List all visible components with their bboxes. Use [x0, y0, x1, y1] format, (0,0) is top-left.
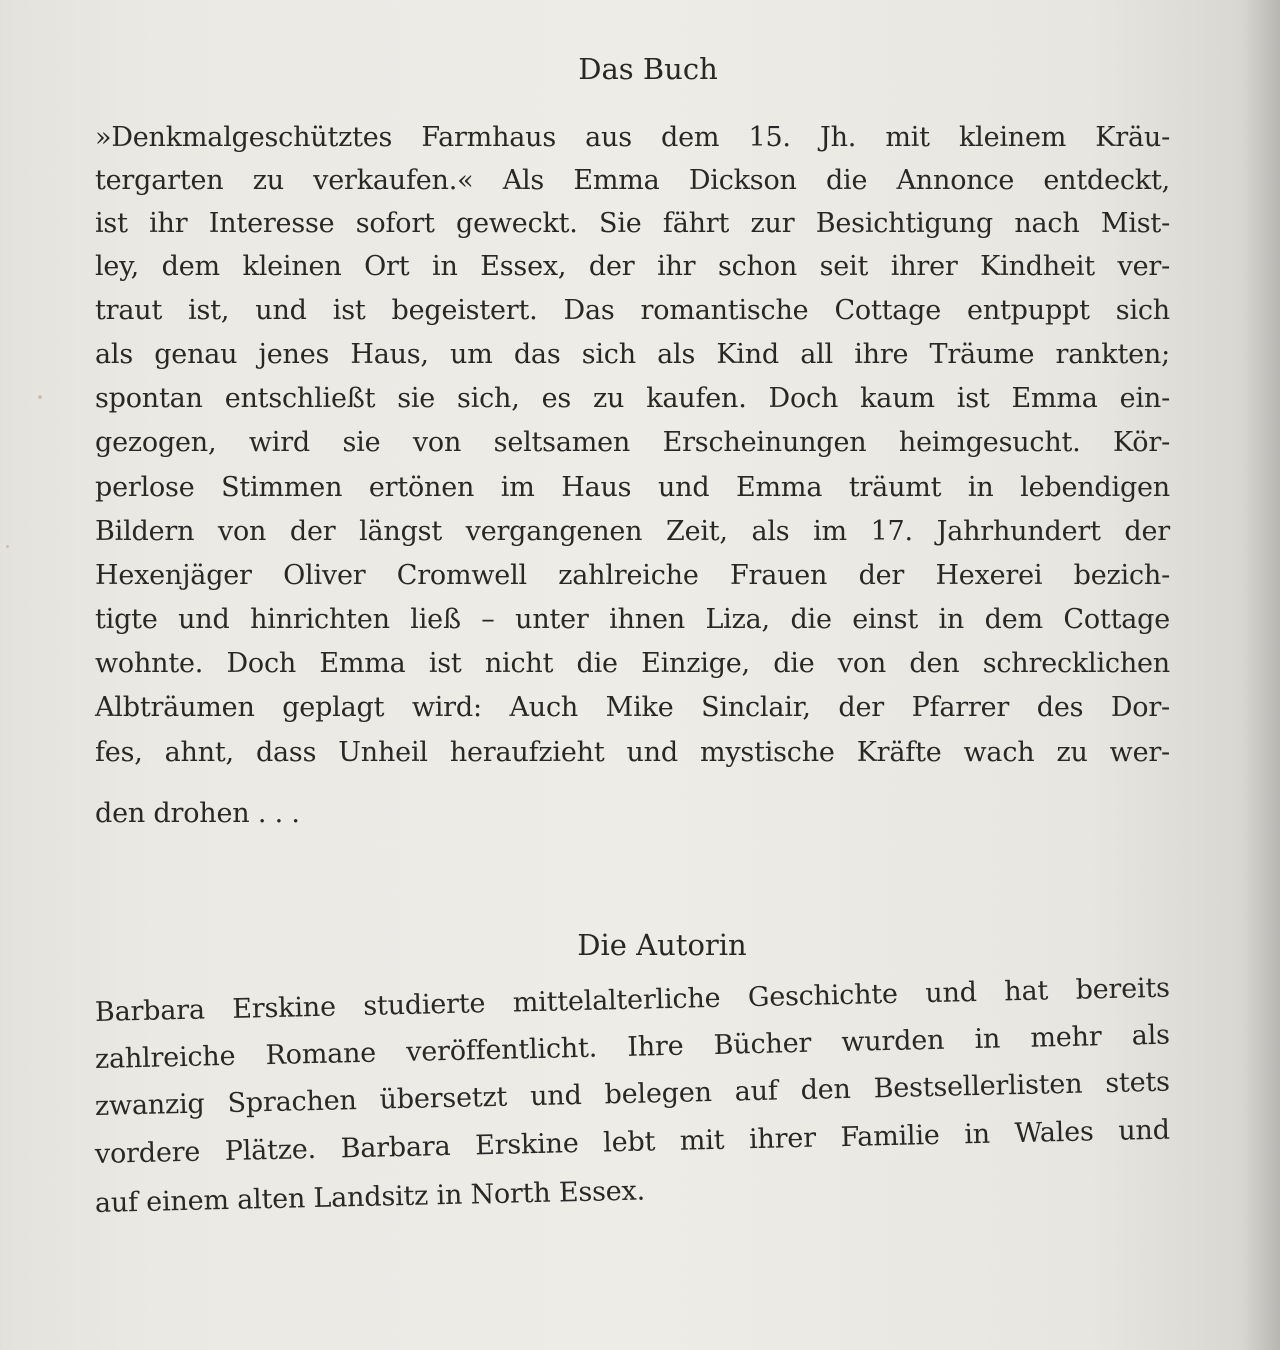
text-line: Albträumen geplagt wird: Auch Mike Sinclair, der Pfarrer des Dor- [95, 692, 1170, 723]
text-line: Barbara Erskine studierte mittelalterliche Geschichte und hat bereits [94, 972, 1171, 1028]
text-line: fes, ahnt, dass Unheil heraufzieht und mystische Kräfte wach zu wer- [95, 737, 1170, 768]
text-line: tergarten zu verkaufen.« Als Emma Dickson die Annonce entdeckt, [95, 165, 1170, 196]
text-line: »Denkmalgeschütztes Farmhaus aus dem 15. Jh. mit kleinem Kräu- [95, 122, 1170, 153]
section-heading-author: Die Autorin [577, 928, 747, 962]
text-line: Hexenjäger Oliver Cromwell zahlreiche Frauen der Hexerei bezich- [95, 560, 1170, 591]
text-line: wohnte. Doch Emma ist nicht die Einzige, die von den schrecklichen [95, 648, 1170, 679]
paper-speck [6, 545, 9, 548]
text-line: den drohen . . . [95, 798, 300, 829]
text-line: spontan entschließt sie sich, es zu kaufen. Doch kaum ist Emma ein- [95, 383, 1170, 414]
text-line: als genau jenes Haus, um das sich als Kind all ihre Träume rankten; [95, 339, 1170, 370]
text-line: tigte und hinrichten ließ – unter ihnen Liza, die einst in dem Cottage [95, 604, 1170, 635]
text-line: gezogen, wird sie von seltsamen Erscheinungen heimgesucht. Kör- [95, 427, 1170, 458]
text-line: ist ihr Interesse sofort geweckt. Sie fährt zur Besichtigung nach Mist- [95, 208, 1170, 239]
paper-speck [38, 395, 42, 399]
text-line: Bildern von der längst vergangenen Zeit, als im 17. Jahrhundert der [95, 516, 1170, 547]
text-line: zwanzig Sprachen übersetzt und belegen auf den Bestsellerlisten stets [94, 1066, 1171, 1122]
text-line: ley, dem kleinen Ort in Essex, der ihr schon seit ihrer Kindheit ver- [95, 251, 1170, 282]
text-line: vordere Plätze. Barbara Erskine lebt mit ihrer Familie in Wales und [94, 1114, 1171, 1170]
text-line: zahlreiche Romane veröffentlicht. Ihre Bücher wurden in mehr als [94, 1019, 1171, 1075]
section-heading-book: Das Buch [578, 52, 718, 86]
text-line: traut ist, und ist begeistert. Das romantische Cottage entpuppt sich [95, 295, 1170, 326]
text-line: auf einem alten Landsitz in North Essex. [94, 1175, 646, 1219]
text-line: perlose Stimmen ertönen im Haus und Emma träumt in lebendigen [95, 472, 1170, 503]
